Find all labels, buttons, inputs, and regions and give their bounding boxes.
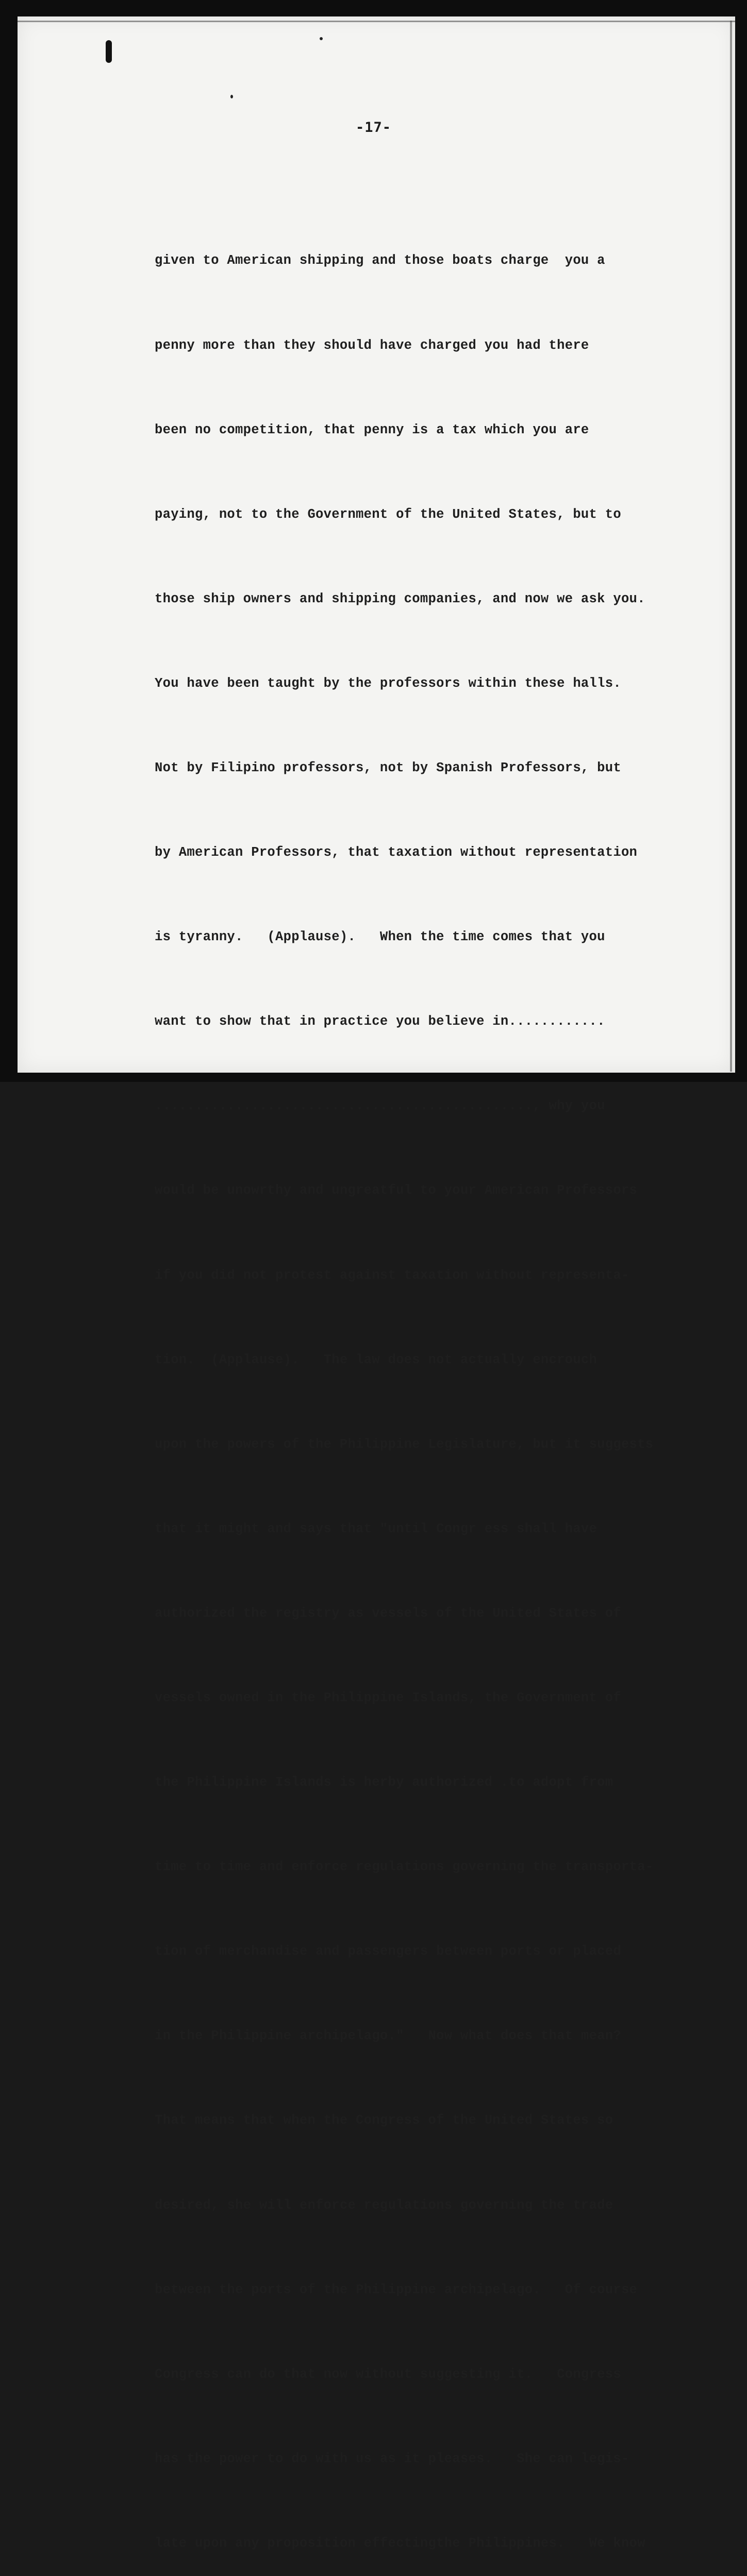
text-line: been no competition, that penny is a tax which you are bbox=[155, 422, 589, 437]
page-edge-top bbox=[18, 21, 735, 22]
text-line: by American Professors, that taxation without representation bbox=[155, 845, 638, 860]
text-line: those ship owners and shipping companies, and now we ask you. bbox=[155, 591, 645, 606]
text-line: ..............................................., why you bbox=[155, 1098, 605, 1114]
text-line: vessels owned in the Philippine Islands, the Government of bbox=[155, 1690, 621, 1705]
ink-speck bbox=[230, 95, 233, 98]
text-line: is tyranny. (Applause). When the time comes that you bbox=[155, 929, 605, 945]
text-line: penny more than they should have charged you had there bbox=[155, 337, 589, 353]
ink-speck bbox=[320, 37, 323, 40]
text-line: Congress can do that now without suggesting it. Congress bbox=[155, 2366, 621, 2382]
text-line: tion of merchandise and passengers between ports or placed bbox=[155, 1944, 621, 1959]
page-number: -17- bbox=[355, 120, 392, 135]
text-line: upon the powers of the Philippine Legislature, but it suggests bbox=[155, 1436, 654, 1452]
text-line: time to time and enforce regulations governing the transporta- bbox=[155, 1859, 654, 1875]
page-edge-right bbox=[730, 21, 732, 1072]
text-line: paying, not to the Government of the United States, but to bbox=[155, 506, 621, 522]
text-line: has the power to do with us as it pleases. She can legis- bbox=[155, 2451, 629, 2466]
text-line: would be unowrthy and ungreatful to your American Professors bbox=[155, 1183, 638, 1198]
document-body bbox=[155, 191, 717, 2576]
text-line: late upon any proposition effectingthe Philippines. We know bbox=[155, 2535, 645, 2551]
text-line: that it might and says that "until Congr ess shall have bbox=[155, 1521, 597, 1536]
text-line: given to American shipping and those boats charge you a bbox=[155, 253, 605, 268]
text-line: That means that when the Congress of the United States so bbox=[155, 2113, 613, 2128]
text-line: the Philippine Islands is herby authorized .to adopt from bbox=[155, 1775, 613, 1790]
text-line: if you did not protest against taxation without representa- bbox=[155, 1267, 629, 1283]
text-line: Not by Filipino professors, not by Spanish Professors, but bbox=[155, 760, 621, 775]
text-line: want to show that in practice you believe in............ bbox=[155, 1014, 605, 1029]
ink-blot bbox=[106, 40, 112, 63]
text-line: desired, she will enforce regulations governing the trade bbox=[155, 2197, 613, 2213]
text-line: authorized the registry as vessels of the United States of bbox=[155, 1605, 621, 1621]
text-line: tion. (Applause). The law does not actually encrouch bbox=[155, 1352, 597, 1367]
text-line: in the Philippine archipelago." Now what does that mean? bbox=[155, 2028, 621, 2044]
text-line: You have been taught by the professors within these halls. bbox=[155, 675, 621, 691]
text-line: between the ports of the Philippine archipelago. Of course bbox=[155, 2282, 638, 2297]
